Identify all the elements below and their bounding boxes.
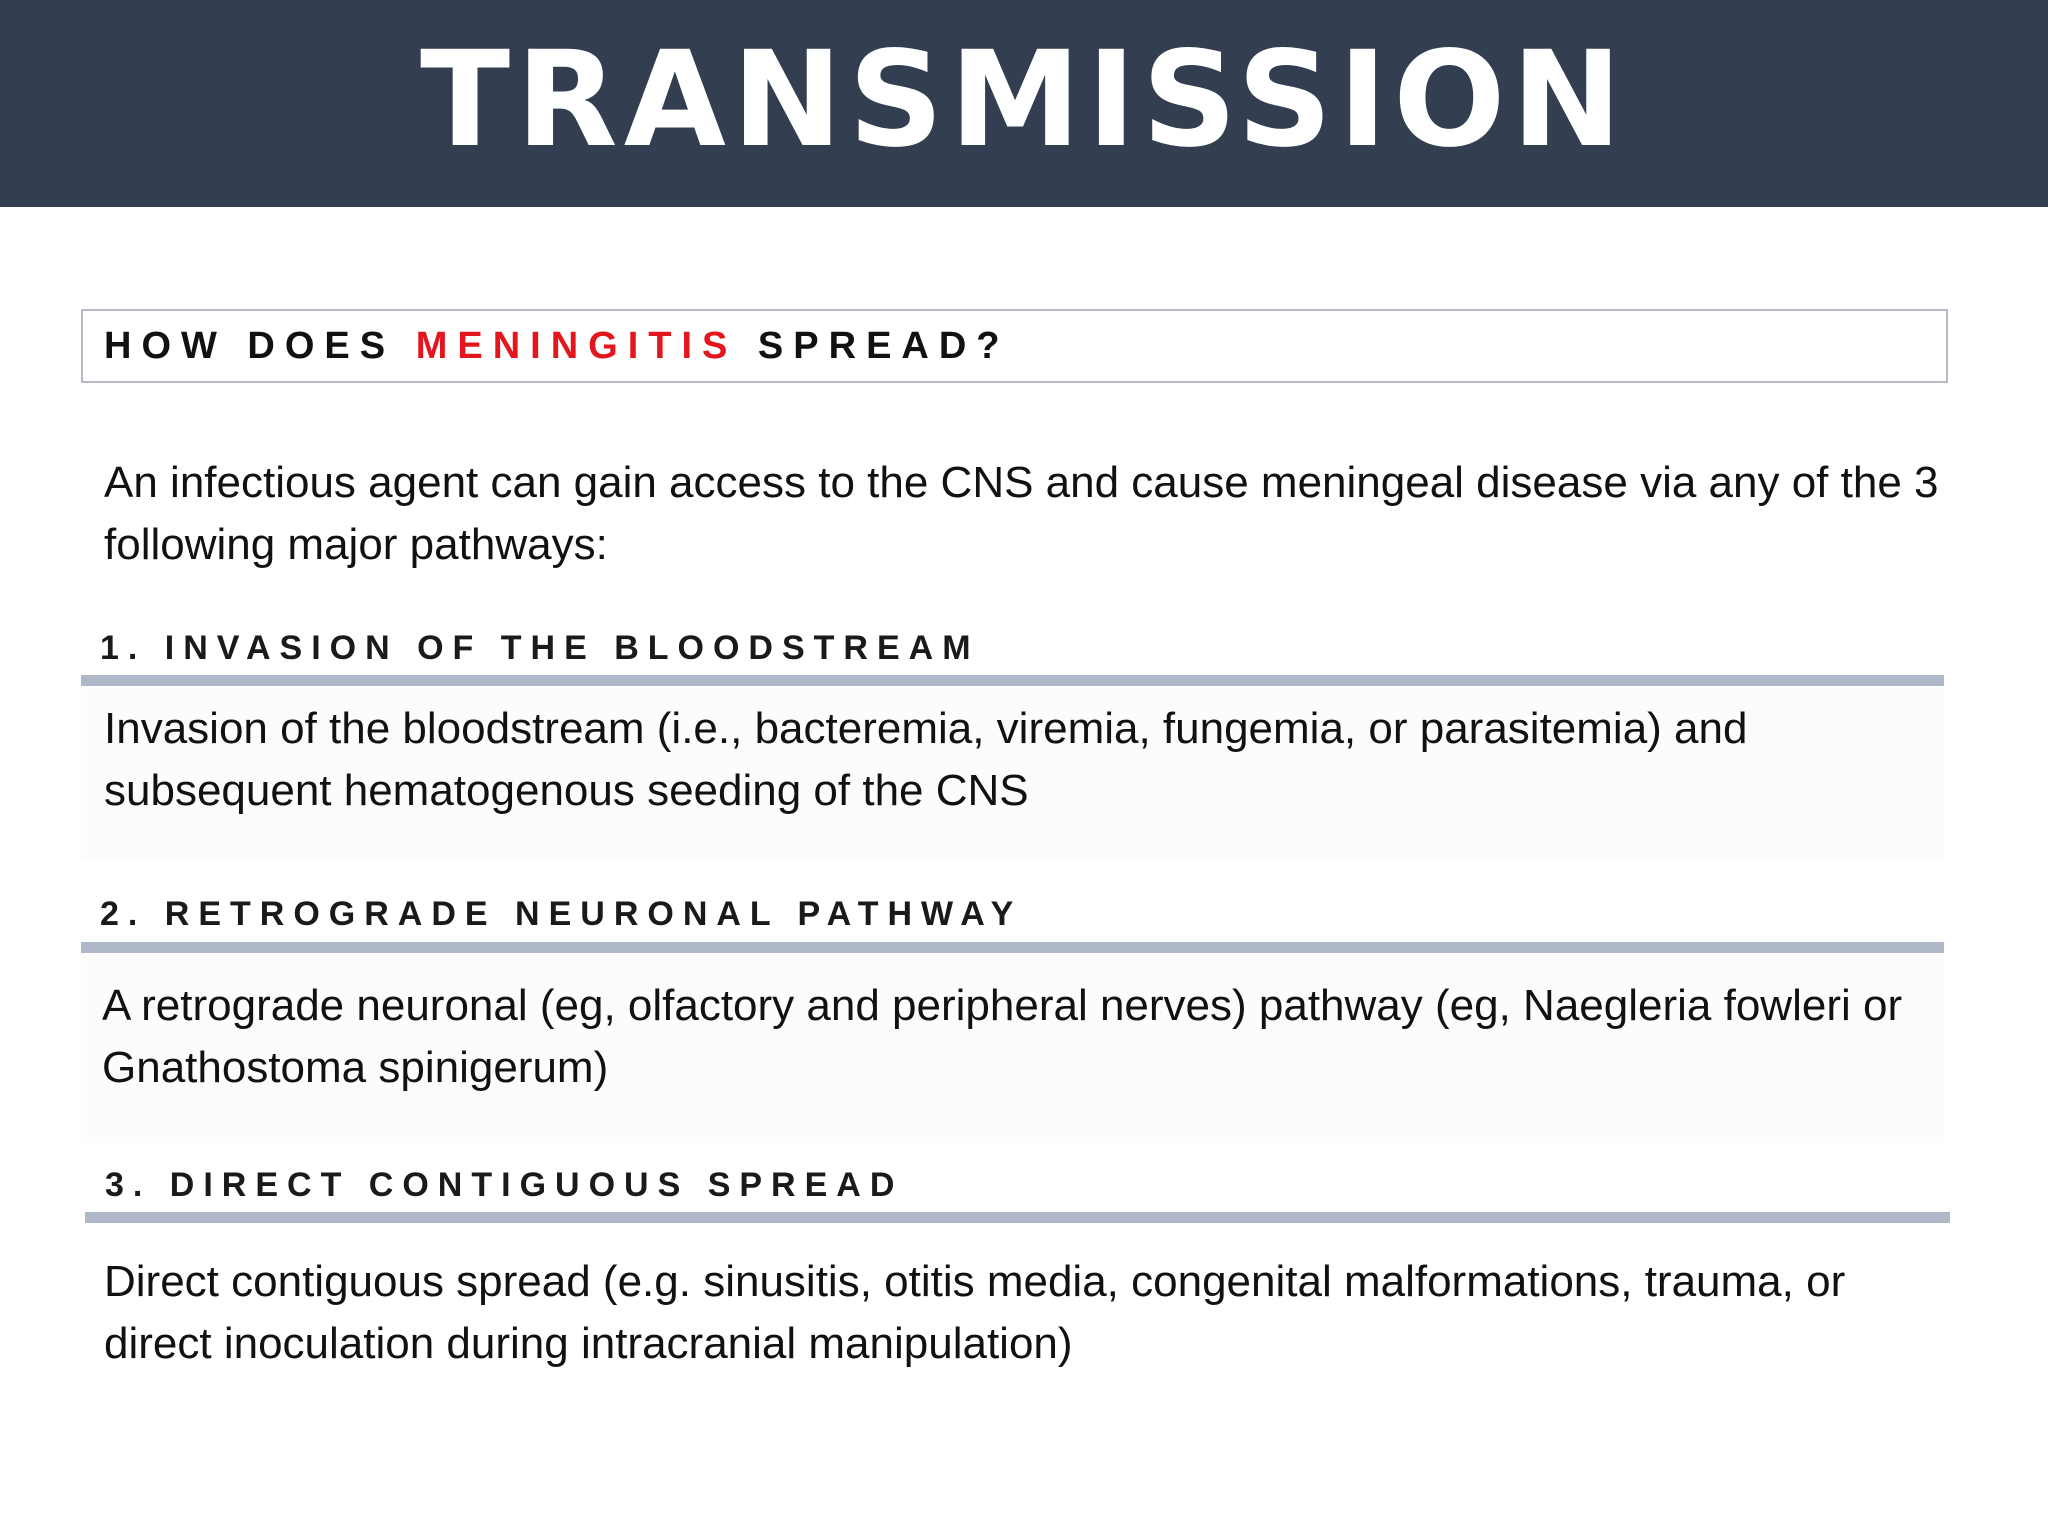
- section-1-rule: [81, 675, 1944, 686]
- question-box: [81, 309, 1948, 383]
- section-3-body: Direct contiguous spread (e.g. sinusitis, otitis media, congenital malformations, trauma, or direct inoculation during intracranial manipulation): [104, 1257, 1846, 1368]
- section-2-rule: [81, 942, 1944, 953]
- section-2-body: A retrograde neuronal (eg, olfactory and peripheral nerves) pathway (eg, Naegleria fowleri or Gnathostoma spinigerum): [102, 981, 1903, 1092]
- question-prefix: HOW DOES: [104, 324, 416, 367]
- title-bar: [0, 0, 2048, 207]
- question-suffix: SPREAD?: [737, 324, 1010, 367]
- section-3-rule: [85, 1212, 1950, 1223]
- question-highlight: MENINGITIS: [415, 324, 738, 367]
- slide-title: TRANSMISSION: [420, 22, 1628, 177]
- intro-paragraph: An infectious agent can gain access to the CNS and cause meningeal disease via any of the 3 following major pathways:: [104, 458, 1939, 569]
- section-1-body: Invasion of the bloodstream (i.e., bacteremia, viremia, fungemia, or parasitemia) and subsequent hematogenous seeding of the CNS: [104, 704, 1748, 815]
- section-1-heading: 1. INVASION OF THE BLOODSTREAM: [100, 629, 980, 667]
- section-3-heading: 3. DIRECT CONTIGUOUS SPREAD: [105, 1166, 904, 1204]
- section-2-heading: 2. RETROGRADE NEURONAL PATHWAY: [100, 895, 1023, 933]
